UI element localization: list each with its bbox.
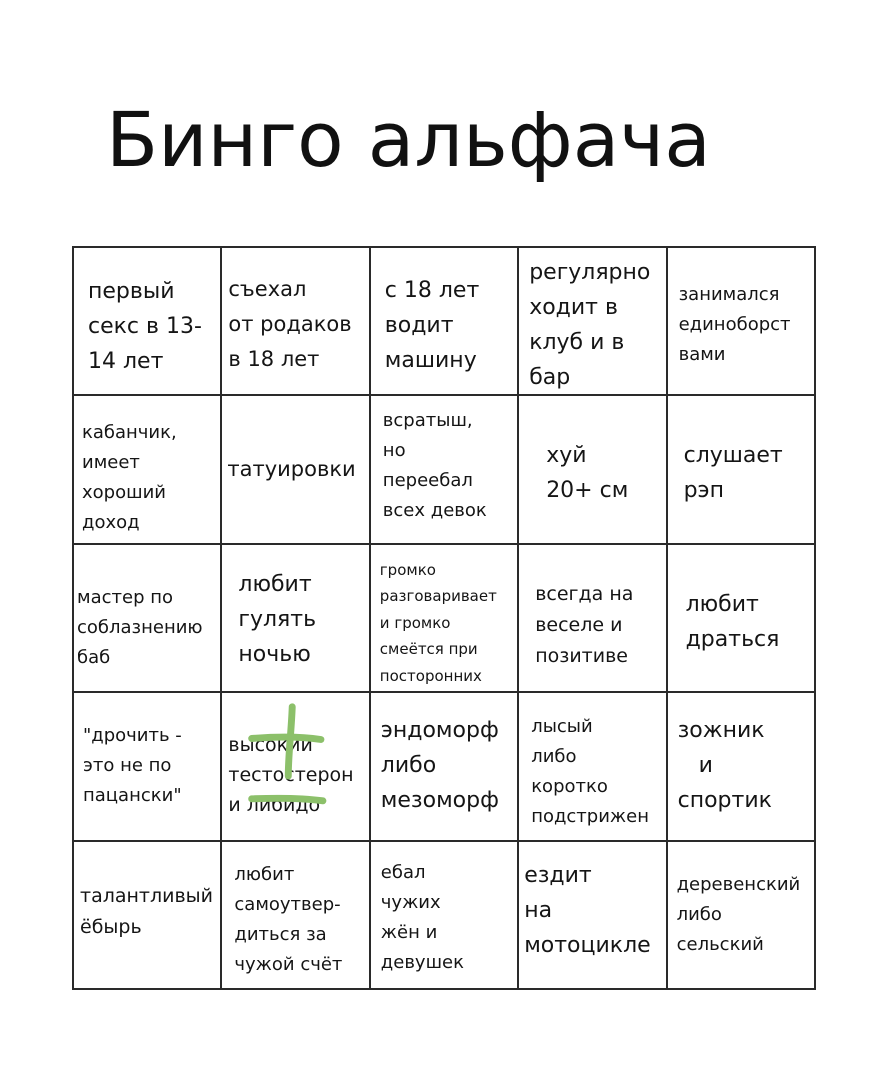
bingo-cell[interactable] [371, 545, 519, 693]
bingo-cell[interactable] [74, 693, 222, 841]
bingo-cell-text: лысый либо коротко подстрижен [531, 716, 649, 828]
bingo-cell[interactable] [222, 248, 370, 396]
bingo-cell[interactable] [519, 693, 667, 841]
bingo-cell[interactable] [519, 248, 667, 396]
bingo-cell-text: деревенский либо сельский [676, 873, 801, 955]
bingo-cell[interactable] [519, 842, 667, 990]
bingo-cell[interactable] [74, 248, 222, 396]
bingo-cell-text: любит гулять ночью [238, 571, 317, 667]
bingo-cell-text: хуй 20+ см [546, 443, 629, 504]
bingo-cell[interactable] [222, 545, 370, 693]
bingo-cell[interactable] [371, 842, 519, 990]
bingo-cell-text: кабанчик, имеет хороший доход [82, 422, 177, 534]
bingo-cell-text: всегда на веселе и позитиве [535, 582, 634, 667]
bingo-cell[interactable] [371, 396, 519, 544]
bingo-cell-text: зожник и спортик [677, 718, 772, 814]
bingo-cell-text: всратыш, но переебал всех девок [382, 410, 487, 522]
bingo-cell[interactable] [74, 545, 222, 693]
bingo-cell-text: съехал от родаков в 18 лет [228, 277, 352, 371]
bingo-cell-text: татуировки [227, 457, 356, 482]
bingo-cell-text: громко разговаривает и громко смеётся при посторонних [379, 560, 497, 685]
bingo-cell-text: слушает рэп [683, 443, 783, 504]
bingo-cell-text: "дрочить - это не по пацански" [83, 725, 182, 807]
bingo-cell[interactable] [519, 396, 667, 544]
bingo-cell-text: высокий тестостерон и либидо [228, 734, 354, 817]
bingo-cell[interactable] [668, 396, 816, 544]
bingo-cell[interactable] [668, 545, 816, 693]
bingo-cell[interactable] [74, 842, 222, 990]
bingo-cell[interactable] [668, 842, 816, 990]
bingo-cell[interactable] [222, 693, 370, 841]
bingo-cell[interactable] [222, 396, 370, 544]
bingo-title: Бинго альфача [106, 95, 711, 184]
bingo-cell-text: занимался единоборст вами [678, 284, 791, 365]
bingo-cell-text: талантливый ёбырь [80, 884, 214, 938]
bingo-cell[interactable] [222, 842, 370, 990]
bingo-cell-text: мастер по соблазнению баб [77, 586, 203, 668]
bingo-cell[interactable] [74, 396, 222, 544]
bingo-cell-text: любит драться [685, 591, 780, 652]
bingo-cell[interactable] [371, 693, 519, 841]
bingo-cell-text: ебал чужих жён и девушек [380, 861, 464, 973]
bingo-cell[interactable] [668, 693, 816, 841]
bingo-cell-text: любит самоутвер- диться за чужой счёт [234, 863, 343, 975]
bingo-grid [72, 246, 816, 990]
bingo-cell-text: с 18 лет водит машину [384, 278, 480, 373]
bingo-cell[interactable] [371, 248, 519, 396]
bingo-cell-text: эндоморф либо мезоморф [380, 718, 499, 814]
bingo-cell-text: первый секс в 13- 14 лет [88, 279, 202, 374]
bingo-cell[interactable] [668, 248, 816, 396]
bingo-cell-text: ездит на мотоцикле [524, 862, 651, 958]
bingo-cell-text: регулярно ходит в клуб и в бар [529, 260, 651, 390]
bingo-cell[interactable] [519, 545, 667, 693]
